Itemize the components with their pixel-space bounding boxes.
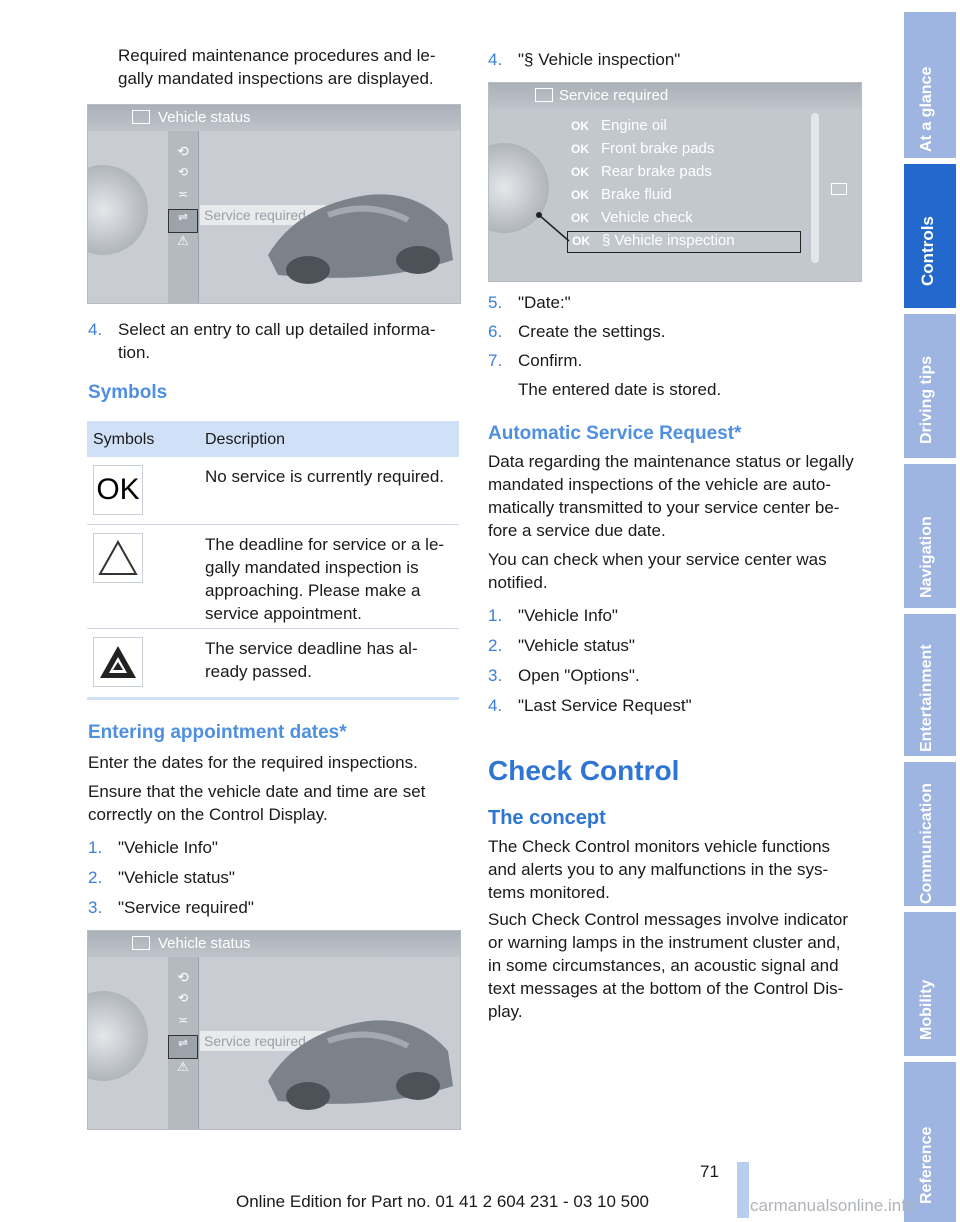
controller-knob [87, 165, 148, 255]
list-item: 5. "Date:" [488, 293, 571, 312]
tab-driving-tips[interactable]: Driving tips [904, 314, 956, 458]
tab-mobility[interactable]: Mobility [904, 912, 956, 1056]
icon-column [168, 957, 199, 1129]
screen-title: Service required [559, 87, 669, 104]
list-item[interactable]: OK Engine oil [571, 117, 667, 134]
description-cell: No service is currently required. [205, 467, 445, 486]
check-control-heading: Check Control [488, 755, 680, 786]
service-required-screen [488, 82, 862, 282]
description-cell: The service deadline has al- ready passed. [205, 639, 418, 681]
warning-icon: ⚠ [177, 233, 189, 248]
step-4-right: 4. "§ Vehicle inspection" [488, 50, 681, 69]
screen-title: Vehicle status [158, 109, 251, 126]
service-required-label: Service required [200, 1031, 326, 1051]
status-icon [132, 936, 150, 950]
oil-icon: ⟲ [177, 969, 189, 985]
brake-icon: ≍ [177, 1013, 189, 1027]
list-item: 7. Confirm. [488, 351, 583, 370]
vehicle-status-screen [87, 104, 461, 304]
tab-reference[interactable]: Reference [904, 1062, 956, 1222]
tab-communication[interactable]: Communication [904, 762, 956, 906]
car-icon[interactable]: ⇌ [168, 1035, 198, 1059]
status-icon [132, 110, 150, 124]
row-divider [87, 628, 459, 629]
asr-paragraph: You can check when your service center was notified. [488, 550, 827, 592]
brake-icon: ≍ [177, 187, 189, 201]
confirm-note: The entered date is stored. [518, 380, 722, 399]
list-item-selected[interactable]: OK § Vehicle inspection [567, 231, 801, 253]
row-divider [87, 524, 459, 525]
watermark: carmanualsonline.info [750, 1196, 916, 1215]
list-item[interactable]: OK Front brake pads [571, 140, 715, 157]
asr-paragraph: Data regarding the maintenance status or legally mandated inspections of the vehicle are auto- matically transmitted to your service center be- fore a service due date. [488, 452, 854, 540]
symbols-table-header [87, 421, 459, 457]
col-header-description: Description [205, 431, 286, 448]
tab-controls[interactable]: Controls [904, 164, 956, 308]
list-item: 6. Create the settings. [488, 322, 666, 341]
inspection-icon: ⟲ [177, 165, 189, 179]
asr-steps-list [488, 604, 692, 724]
list-item: 3. "Service required" [88, 898, 254, 917]
car-illustration [258, 991, 458, 1121]
list-item: 1. "Vehicle Info" [488, 606, 618, 625]
list-item[interactable]: OK Rear brake pads [571, 163, 712, 180]
list-item[interactable]: OK Brake fluid [571, 186, 672, 203]
intro-text: Required maintenance procedures and le- gally mandated inspections are displayed. [118, 46, 436, 88]
warning-triangle-filled-icon [93, 637, 143, 687]
symbols-heading: Symbols [88, 382, 168, 403]
warning-triangle-icon [93, 533, 143, 583]
warning-icon: ⚠ [177, 1059, 189, 1074]
asr-heading: Automatic Service Request* [488, 423, 742, 444]
car-icon[interactable]: ⇌ [168, 209, 198, 233]
step-4-left: 4. Select an entry to call up detailed informa- tion. [88, 320, 436, 362]
list-item: 3. Open "Options". [488, 666, 640, 685]
tab-navigation[interactable]: Navigation [904, 464, 956, 608]
service-required-label: Service required [200, 205, 326, 225]
tab-at-a-glance[interactable]: At a glance [904, 12, 956, 158]
concept-paragraph: The Check Control monitors vehicle functions and alerts you to any malfunctions in the sys- tems monitored. [488, 837, 831, 902]
controller-knob [87, 991, 148, 1081]
page-marker [737, 1162, 749, 1218]
icon-column [168, 131, 199, 303]
car-illustration [258, 165, 458, 295]
entering-paragraph: Enter the dates for the required inspections. [88, 753, 418, 772]
steps-list [88, 836, 254, 926]
options-icon[interactable] [831, 183, 847, 195]
page-number: 71 [700, 1162, 719, 1181]
edition-text: Online Edition for Part no. 01 41 2 604 231 - 03 10 500 [236, 1192, 650, 1211]
entering-heading: Entering appointment dates* [88, 722, 347, 743]
vehicle-status-screen [87, 930, 461, 1130]
oil-icon: ⟲ [177, 143, 189, 159]
screen-title: Vehicle status [158, 935, 251, 952]
entering-paragraph: Ensure that the vehicle date and time are set correctly on the Control Display. [88, 782, 426, 824]
chapter-sidebar [904, 0, 960, 1222]
table-bottom-rule [87, 697, 459, 700]
steps-list [488, 291, 721, 401]
list-item: 2. "Vehicle status" [488, 636, 635, 655]
concept-heading: The concept [488, 807, 606, 829]
inspection-icon: ⟲ [177, 991, 189, 1005]
tab-entertainment[interactable]: Entertainment [904, 614, 956, 756]
col-header-symbols: Symbols [93, 431, 155, 448]
scrollbar[interactable] [811, 113, 819, 263]
list-item[interactable]: OK Vehicle check [571, 209, 693, 226]
list-item: 2. "Vehicle status" [88, 868, 235, 887]
concept-paragraph: Such Check Control messages involve indicator or warning lamps in the instrument cluster and, in some circumstances, an acoustic signal and text messages at the bottom of the Control Dis- play. [488, 910, 849, 1021]
description-cell: The deadline for service or a le- gally mandated inspection is approaching. Please make a service appointment. [205, 535, 445, 623]
list-item: 1. "Vehicle Info" [88, 838, 218, 857]
ok-icon: OK [93, 465, 143, 515]
list-item: 4. "Last Service Request" [488, 696, 692, 715]
